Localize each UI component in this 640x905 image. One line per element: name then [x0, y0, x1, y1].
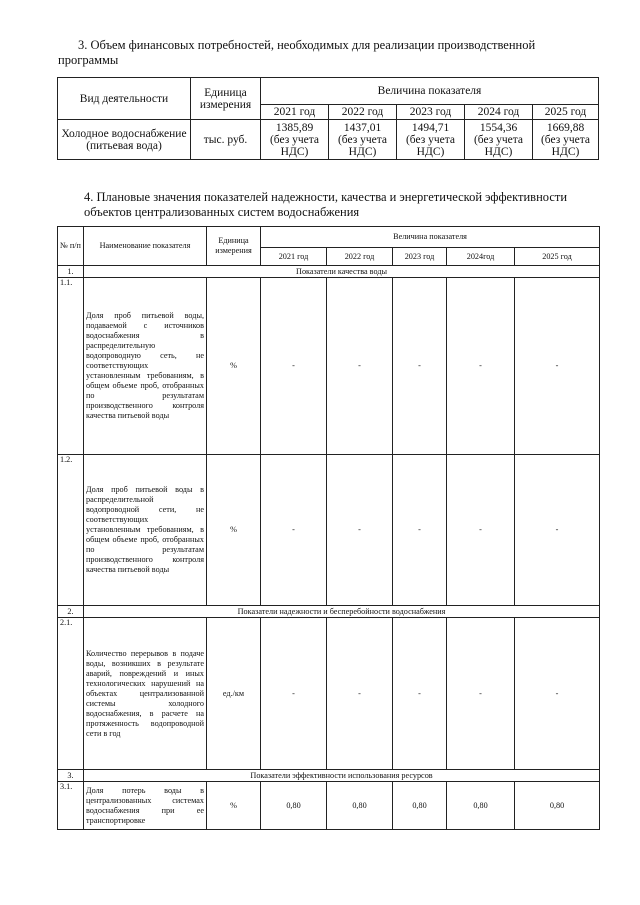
value-cell: -	[327, 618, 393, 770]
table-row	[58, 782, 600, 830]
value-cell: -	[261, 278, 327, 455]
indicator-name: Количество перерывов в подаче воды, возникших в результате аварий, повреждений и иных технологических нарушений на объектах централизованной системы холодного водоснабжения, в расчете на протяженность водопроводной сети в год	[84, 618, 207, 770]
year-header: 2024 год	[465, 105, 533, 120]
group-title: Показатели качества воды	[84, 266, 600, 278]
col-header-activity: Вид деятельности	[58, 78, 191, 120]
table-row	[58, 618, 600, 770]
value-cell: -	[393, 618, 447, 770]
value-cell: -	[261, 618, 327, 770]
value-cell: -	[327, 455, 393, 606]
table-row	[58, 455, 600, 606]
col-header-unit: Единица измерения	[191, 78, 261, 120]
row-num: 2.1.	[58, 618, 84, 770]
row-num: 1.1.	[58, 278, 84, 455]
group-title: Показатели надежности и бесперебойности водоснабжения	[84, 606, 600, 618]
unit-cell: %	[207, 782, 261, 830]
row-num: 3.1.	[58, 782, 84, 830]
value-cell: -	[447, 618, 515, 770]
value-cell: 1437,01 (без учета НДС)	[329, 120, 397, 160]
value-cell: -	[515, 618, 600, 770]
value-cell: 1669,88 (без учета НДС)	[533, 120, 599, 160]
value-cell: 0,80	[515, 782, 600, 830]
table-row	[58, 120, 599, 160]
table-row	[58, 278, 600, 455]
row-num: 1.2.	[58, 455, 84, 606]
year-header: 2022 год	[327, 248, 393, 266]
col-header-num: № п/п	[58, 227, 84, 266]
indicator-name: Доля проб питьевой воды, подаваемой с источников водоснабжения в распределительную водопроводную сеть, не соответствующих установленным требованиям, в общем объеме проб, отобранных по результатам производственного контроля качества питьевой воды	[84, 278, 207, 455]
year-header: 2023 год	[393, 248, 447, 266]
group-row	[58, 266, 600, 278]
group-row	[58, 606, 600, 618]
group-num: 1.	[58, 266, 84, 278]
indicator-name: Доля потерь воды в централизованных системах водоснабжения при ее транспортировке	[84, 782, 207, 830]
group-title: Показатели эффективности использования ресурсов	[84, 770, 600, 782]
year-header: 2023 год	[397, 105, 465, 120]
year-header: 2021 год	[261, 105, 329, 120]
value-cell: 0,80	[327, 782, 393, 830]
col-header-value: Величина показателя	[261, 78, 599, 105]
value-cell: -	[327, 278, 393, 455]
value-cell: -	[393, 278, 447, 455]
year-header: 2022 год	[329, 105, 397, 120]
section-4-heading: 4. Плановые значения показателей надежности, качества и энергетической эффективности объектов централизованных систем водоснабжения	[84, 190, 568, 219]
value-cell: 0,80	[447, 782, 515, 830]
value-cell: -	[515, 455, 600, 606]
value-cell: 0,80	[261, 782, 327, 830]
col-header-value: Величина показателя	[261, 227, 600, 248]
unit-cell: тыс. руб.	[191, 120, 261, 160]
group-num: 3.	[58, 770, 84, 782]
reliability-indicators-table	[57, 226, 600, 830]
value-cell: -	[515, 278, 600, 455]
unit-cell: ед./км	[207, 618, 261, 770]
indicator-name: Доля проб питьевой воды в распределительной водопроводной сети, не соответствующих установленным требованиям, в общем объеме проб, отобранных по результатам производственного контроля качества питьевой воды	[84, 455, 207, 606]
col-header-unit: Единица измерения	[207, 227, 261, 266]
value-cell: -	[261, 455, 327, 606]
financial-needs-table	[57, 77, 599, 160]
value-cell: -	[447, 455, 515, 606]
value-cell: -	[447, 278, 515, 455]
group-num: 2.	[58, 606, 84, 618]
col-header-name: Наименование показателя	[84, 227, 207, 266]
section-3-heading: 3. Объем финансовых потребностей, необходимых для реализации производственной программы	[58, 38, 536, 67]
unit-cell: %	[207, 455, 261, 606]
value-cell: -	[393, 455, 447, 606]
year-header: 2021 год	[261, 248, 327, 266]
value-cell: 1554,36 (без учета НДС)	[465, 120, 533, 160]
year-header: 2025 год	[515, 248, 600, 266]
value-cell: 0,80	[393, 782, 447, 830]
group-row	[58, 770, 600, 782]
year-header: 2025 год	[533, 105, 599, 120]
activity-cell: Холодное водоснабжение (питьевая вода)	[58, 120, 191, 160]
value-cell: 1494,71 (без учета НДС)	[397, 120, 465, 160]
unit-cell: %	[207, 278, 261, 455]
year-header: 2024год	[447, 248, 515, 266]
value-cell: 1385,89 (без учета НДС)	[261, 120, 329, 160]
